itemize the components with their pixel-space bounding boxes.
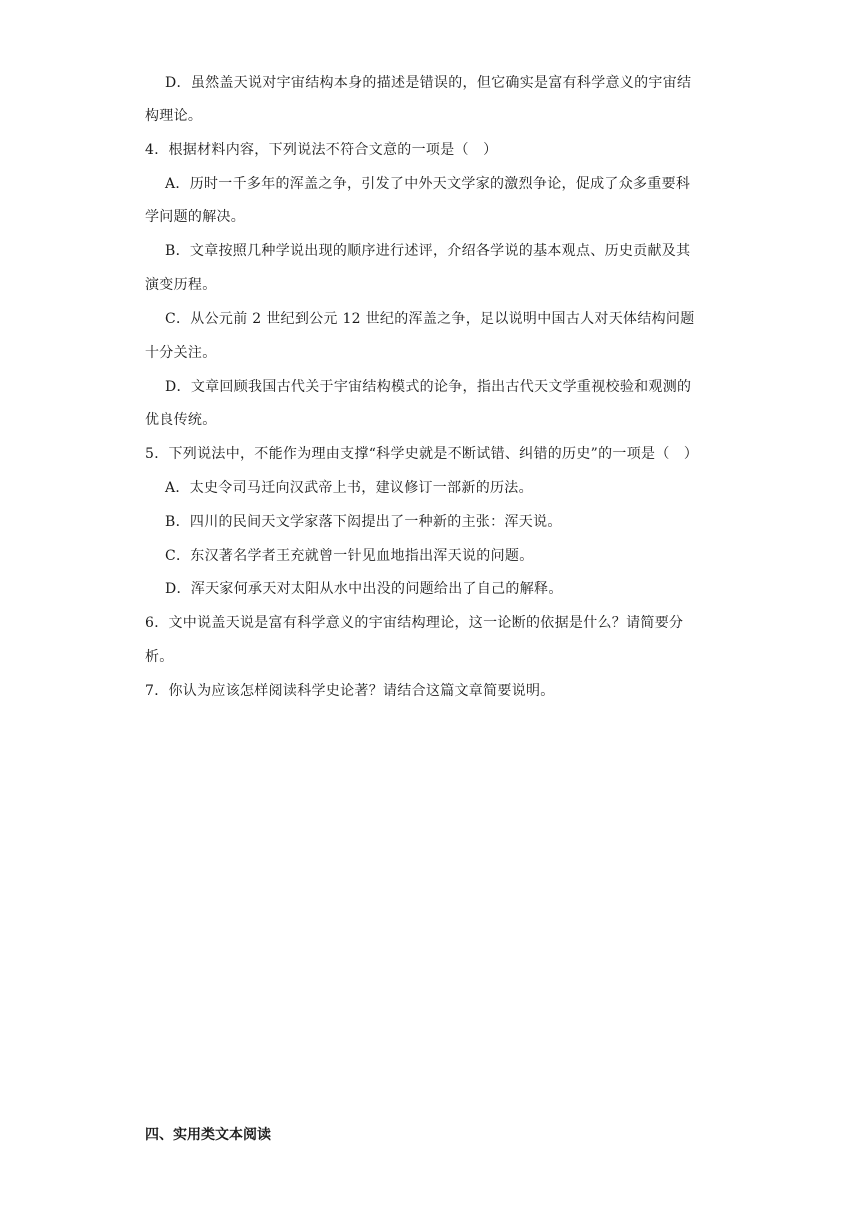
- q4-option-c-line1: C．从公元前 2 世纪到公元 12 世纪的浑盖之争，足以说明中国古人对天体结构问题: [165, 311, 695, 327]
- q4-option-b-line2: 演变历程。: [145, 277, 217, 293]
- q5-option-a: A．太史令司马迁向汉武帝上书，建议修订一部新的历法。: [165, 480, 533, 496]
- q4-option-d-line1: D．文章回顾我国古代关于宇宙结构模式的论争，指出古代天文学重视校验和观测的: [165, 379, 692, 395]
- q5-option-c: C．东汉著名学者王充就曾一针见血地指出浑天说的问题。: [165, 548, 534, 564]
- q4-option-d-line2: 优良传统。: [145, 412, 217, 428]
- q4-option-b-line1: B．文章按照几种学说出现的顺序进行述评，介绍各学说的基本观点、历史贡献及其: [165, 243, 691, 259]
- section-heading: 四、实用类文本阅读: [145, 1127, 271, 1143]
- question-5-stem: 5．下列说法中，不能作为理由支撑“科学史就是不断试错、纠错的历史”的一项是（ ）: [145, 446, 699, 462]
- q4-option-c-line2: 十分关注。: [145, 345, 217, 361]
- question-6-line1: 6．文中说盖天说是富有科学意义的宇宙结构理论，这一论断的依据是什么？请简要分: [145, 615, 684, 631]
- q5-option-d: D．浑天家何承天对太阳从水中出没的问题给出了自己的解释。: [165, 581, 563, 597]
- q3-option-d-line1: D．虽然盖天说对宇宙结构本身的描述是错误的，但它确实是富有科学意义的宇宙结: [165, 75, 692, 91]
- q4-option-a-line1: A．历时一千多年的浑盖之争，引发了中外天文学家的激烈争论，促成了众多重要科: [165, 176, 691, 192]
- q5-option-b: B．四川的民间天文学家落下闳提出了一种新的主张：浑天说。: [165, 514, 562, 530]
- q3-option-d-line2: 构理论。: [145, 108, 203, 124]
- question-6-line2: 析。: [145, 649, 174, 665]
- question-4-stem: 4．根据材料内容，下列说法不符合文意的一项是（ ）: [145, 142, 498, 158]
- q4-option-a-line2: 学问题的解决。: [145, 209, 246, 225]
- question-7: 7．你认为应该怎样阅读科学史论著？请结合这篇文章简要说明。: [145, 683, 555, 699]
